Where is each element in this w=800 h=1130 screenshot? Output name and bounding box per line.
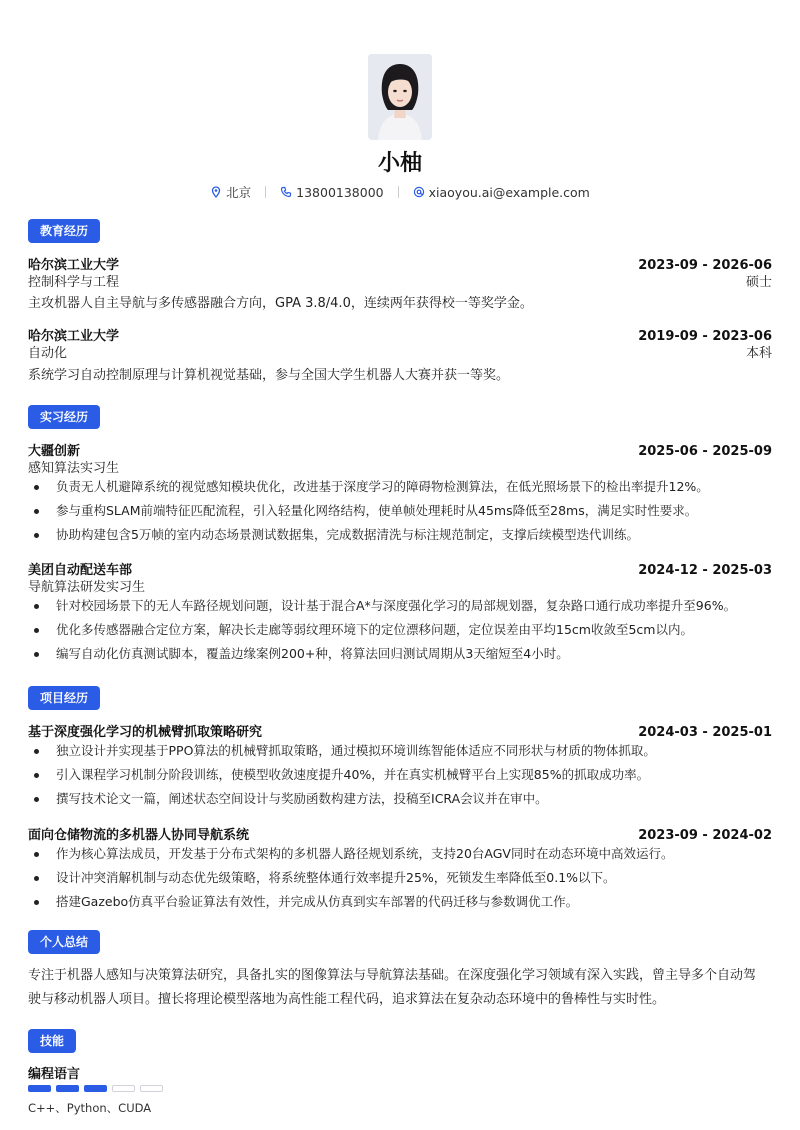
major: 控制科学与工程 [28,275,120,290]
date-range: 2019-09 - 2023-06 [638,329,772,344]
internship-entry-1-role [28,457,772,476]
portrait-image [368,54,432,140]
degree: 硕士 [745,275,772,290]
phone-text: 13800138000 [296,184,384,200]
role: 感知算法实习生 [28,461,120,476]
project-name: 面向仓储物流的多机器人协同导航系统 [28,828,250,843]
education-entry-2-sub [28,342,772,361]
date-range: 2025-06 - 2025-09 [638,444,772,459]
contact-email [413,185,590,200]
list-item: 优化多传感器融合定位方案，解决长走廊等弱纹理环境下的定位漂移问题，定位误差由平均15cm收敛至5cm以内。 [28,618,772,642]
location-pin-icon [210,186,222,198]
candidate-name: 小柚 [377,151,422,176]
contact-location [210,183,251,201]
education-entry-1-sub [28,271,772,290]
section-tag-education: 教育经历 [28,219,100,243]
company-name: 大疆创新 [28,444,81,459]
project-entry-1-header [28,721,772,740]
list-item: 设计冲突消解机制与动态优先级策略，将系统整体通行效率提升25%，死锁发生率降低至0.1%以下。 [28,866,772,890]
skill-level-segment-filled [56,1085,79,1092]
internship-entry-2-role [28,576,772,595]
list-item: 协助构建包含5万帧的室内动态场景测试数据集，完成数据清洗与标注规范制定，支撑后续模型迭代训练。 [28,523,772,547]
section-tag-internship: 实习经历 [28,405,100,429]
contact-bar [0,183,800,201]
project-entry-2-header [28,824,772,843]
school-name: 哈尔滨工业大学 [28,329,120,344]
date-range: 2023-09 - 2024-02 [638,828,772,843]
list-item: 针对校园场景下的无人车路径规划问题，设计基于混合A*与深度强化学习的局部规划器，复杂路口通行成功率提升至96%。 [28,594,772,618]
list-item: 撰写技术论文一篇，阐述状态空间设计与奖励函数构建方法，投稿至ICRA会议并在审中。 [28,787,772,811]
internship-entry-1-bullets [28,475,772,547]
date-range: 2024-03 - 2025-01 [638,725,772,740]
section-tag-projects: 项目经历 [28,686,100,710]
avatar [368,54,432,140]
skill-level-segment-empty [140,1085,163,1092]
skill-level-segment-filled [28,1085,51,1092]
list-item: 独立设计并实现基于PPO算法的机械臂抓取策略，通过模拟环境训练智能体适应不同形状与材质的物体抓取。 [28,739,772,763]
role: 导航算法研发实习生 [28,580,146,595]
section-tag-skills: 技能 [28,1029,76,1053]
divider [265,186,266,198]
skill-category-title: 编程语言 [28,1067,81,1082]
summary-text [28,964,772,1012]
internship-entry-2-bullets [28,594,772,666]
summary-line: 专注于机器人感知与决策算法研究，具备扎实的图像算法与导航算法基础。在深度强化学习领域有深入实践，曾主导多个自动驾 [28,968,757,983]
date-range: 2023-09 - 2026-06 [638,258,772,273]
company-name: 美团自动配送车部 [28,563,133,578]
divider [398,186,399,198]
school-name: 哈尔滨工业大学 [28,258,120,273]
phone-icon [280,186,292,198]
list-item: 作为核心算法成员，开发基于分布式架构的多机器人路径规划系统，支持20台AGV同时在动态环境中高效运行。 [28,842,772,866]
email-at-icon [413,186,425,198]
project-name: 基于深度强化学习的机械臂抓取策略研究 [28,725,263,740]
skill-level-segment-filled [84,1085,107,1092]
major: 自动化 [28,346,68,361]
summary-line: 驶与移动机器人项目。擅长将理论模型落地为高性能工程代码，追求算法在复杂动态环境中的鲁棒性与实时性。 [28,992,666,1007]
email-text: xiaoyou.ai@example.com [428,184,590,200]
location-text: 北京 [226,185,252,200]
skill-level-segment-empty [112,1085,135,1092]
contact-phone [280,185,383,200]
list-item: 负责无人机避障系统的视觉感知模块优化，改进基于深度学习的障碍物检测算法，在低光照场景下的检出率提升12%。 [28,475,772,499]
list-item: 编写自动化仿真测试脚本，覆盖边缘案例200+种，将算法回归测试周期从3天缩短至4小时。 [28,642,772,666]
education-entry-2-desc: 系统学习自动控制原理与计算机视觉基础，参与全国大学生机器人大赛并获一等奖。 [28,368,510,383]
list-item: 引入课程学习机制分阶段训练，使模型收敛速度提升40%，并在真实机械臂平台上实现85%的抓取成功率。 [28,763,772,787]
list-item: 参与重构SLAM前端特征匹配流程，引入轻量化网络结构，使单帧处理耗时从45ms降低至28ms，满足实时性要求。 [28,499,772,523]
degree: 本科 [745,346,772,361]
section-tag-summary: 个人总结 [28,930,100,954]
list-item: 搭建Gazebo仿真平台验证算法有效性，并完成从仿真到实车部署的代码迁移与参数调优工作。 [28,890,772,914]
date-range: 2024-12 - 2025-03 [638,563,772,578]
skill-level-bar [28,1085,163,1092]
skill-list: C++、Python、CUDA [28,1101,152,1115]
project-entry-1-bullets [28,739,772,811]
education-entry-1-desc: 主攻机器人自主导航与多传感器融合方向，GPA 3.8/4.0，连续两年获得校一等奖学金。 [28,296,533,311]
project-entry-2-bullets [28,842,772,914]
